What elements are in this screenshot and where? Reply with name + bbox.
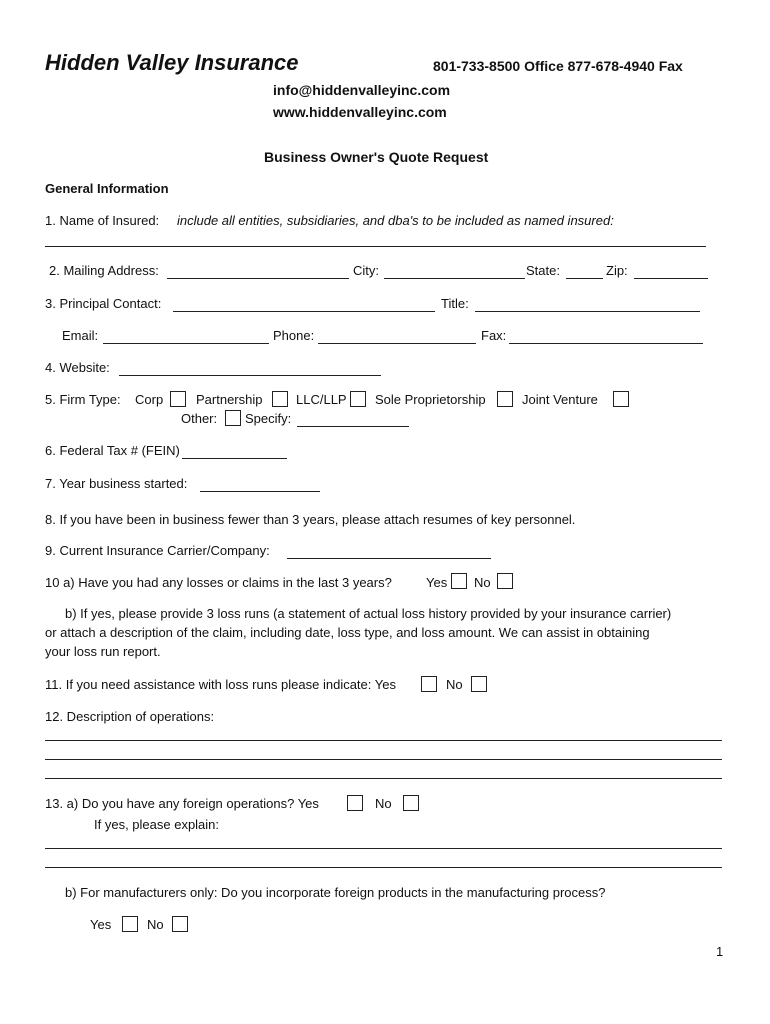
q2-state-label: State: [526,263,560,278]
operations-line-2[interactable] [45,759,722,760]
q10a-no-label: No [474,575,491,590]
fax-field[interactable] [509,343,703,344]
q7-year-label: 7. Year business started: [45,476,188,491]
q3-fax-label: Fax: [481,328,507,343]
company-name: Hidden Valley Insurance [45,50,299,75]
company-email[interactable]: info@hiddenvalleyinc.com [273,82,451,98]
fein-field[interactable] [182,458,287,459]
email-field[interactable] [103,343,269,344]
q13a-no-label: No [375,796,392,811]
other-label: Other: [181,411,218,426]
q11-yes-checkbox[interactable] [421,676,437,692]
q13a-no-checkbox[interactable] [403,795,419,811]
q4-website-label: 4. Website: [45,360,110,375]
q13b-no-checkbox[interactable] [172,916,188,932]
page-number: 1 [716,944,724,959]
llc-checkbox[interactable] [350,391,366,407]
city-field[interactable] [384,278,525,279]
q10a-label: 10 a) Have you had any losses or claims in the last 3 years? [45,575,392,590]
q13a-label: 13. a) Do you have any foreign operations? Yes [45,796,319,811]
q13a-yes-checkbox[interactable] [347,795,363,811]
q1-hint: include all entities, subsidiaries, and dba's to be included as named insured: [177,213,614,228]
q5-firm-type-label: 5. Firm Type: [45,392,121,407]
specify-field[interactable] [297,426,409,427]
q3-contact-label: 3. Principal Contact: [45,296,162,311]
q12-label: 12. Description of operations: [45,709,215,724]
q1-label: 1. Name of Insured: [45,213,160,228]
q10a-yes-checkbox[interactable] [451,573,467,589]
phone-fax: 801-733-8500 Office 877-678-4940 Fax [433,58,683,74]
sole-proprietorship-checkbox[interactable] [497,391,513,407]
year-started-field[interactable] [200,491,320,492]
q13a-explain-label: If yes, please explain: [94,817,220,832]
q2-zip-label: Zip: [606,263,628,278]
q8-text: 8. If you have been in business fewer than 3 years, please attach resumes of key personnel. [45,512,576,527]
zip-field[interactable] [634,278,708,279]
q10b-line3: your loss run report. [45,644,161,659]
joint-venture-label: Joint Venture [522,392,598,407]
foreign-ops-line-1[interactable] [45,848,722,849]
q6-fein-label: 6. Federal Tax # (FEIN) [45,443,180,458]
q11-no-label: No [446,677,463,692]
llc-label: LLC/LLP [296,392,347,407]
form-title: Business Owner's Quote Request [264,149,489,165]
q9-carrier-label: 9. Current Insurance Carrier/Company: [45,543,270,558]
partnership-label: Partnership [196,392,263,407]
q13b-yes-checkbox[interactable] [122,916,138,932]
operations-line-1[interactable] [45,740,722,741]
specify-label: Specify: [245,411,292,426]
q13b-label: b) For manufacturers only: Do you incorporate foreign products in the manufacturing process? [65,885,606,900]
q11-label: 11. If you need assistance with loss runs please indicate: Yes [45,677,396,692]
section-heading: General Information [45,181,169,196]
company-website[interactable]: www.hiddenvalleyinc.com [273,104,447,120]
state-field[interactable] [566,278,603,279]
joint-venture-checkbox[interactable] [613,391,629,407]
q10a-no-checkbox[interactable] [497,573,513,589]
phone-field[interactable] [318,343,476,344]
other-checkbox[interactable] [225,410,241,426]
principal-contact-field[interactable] [173,311,435,312]
q13b-no-label: No [147,917,164,932]
title-field[interactable] [475,311,700,312]
q2-city-label: City: [353,263,379,278]
partnership-checkbox[interactable] [272,391,288,407]
q13b-yes-label: Yes [90,917,112,932]
sole-proprietorship-label: Sole Proprietorship [375,392,486,407]
q10b-line2: or attach a description of the claim, including date, loss type, and loss amount. We can assist in obtaining [45,625,650,640]
q10a-yes-label: Yes [426,575,448,590]
q3-title-label: Title: [441,296,469,311]
foreign-ops-line-2[interactable] [45,867,722,868]
mailing-address-field[interactable] [167,278,349,279]
q2-mailing-label: 2. Mailing Address: [49,263,159,278]
website-field[interactable] [119,375,381,376]
carrier-field[interactable] [287,558,491,559]
q10b-line1: b) If yes, please provide 3 loss runs (a statement of actual loss history provided by your insurance carrier) [65,606,672,621]
corp-label: Corp [135,392,164,407]
q11-no-checkbox[interactable] [471,676,487,692]
q3-phone-label: Phone: [273,328,315,343]
operations-line-3[interactable] [45,778,722,779]
insured-name-line[interactable] [45,246,706,247]
corp-checkbox[interactable] [170,391,186,407]
q3-email-label: Email: [62,328,99,343]
